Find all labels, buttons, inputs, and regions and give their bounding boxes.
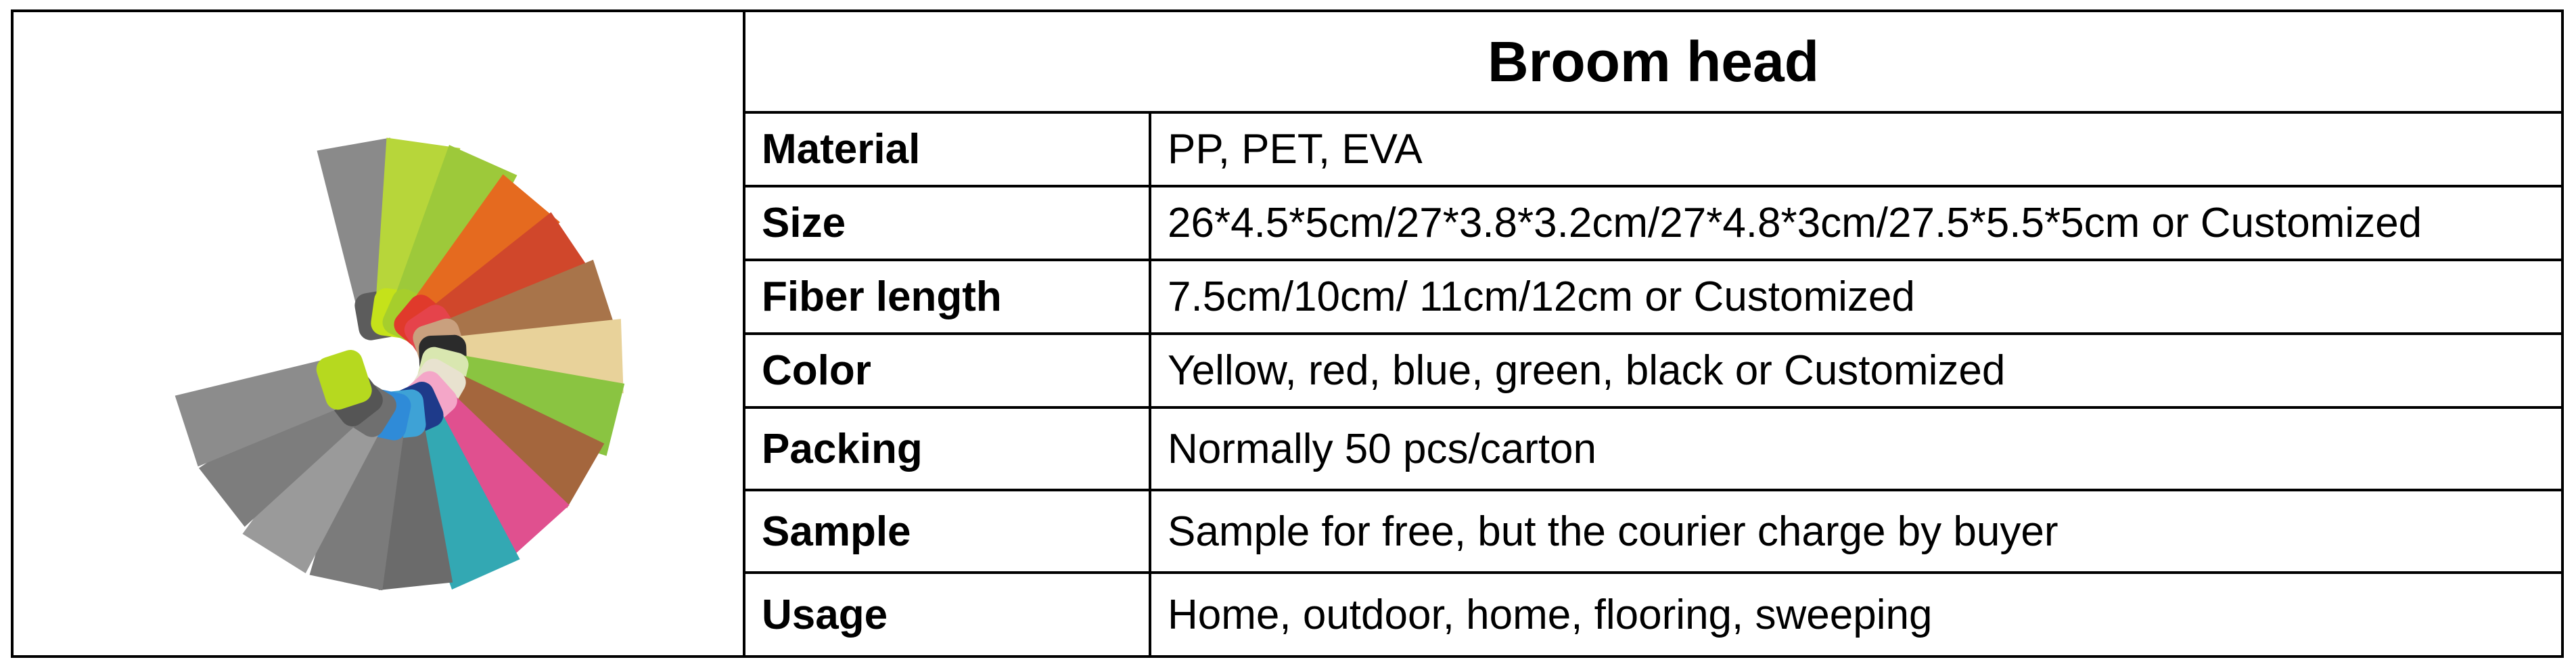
table-row bbox=[745, 187, 2561, 261]
row-value: 26*4.5*5cm/27*3.8*3.2cm/27*4.8*3cm/27.5*5.5*5cm or Customized bbox=[1168, 200, 2422, 246]
table-title: Broom head bbox=[745, 12, 2561, 114]
row-label: Material bbox=[745, 114, 1151, 185]
table-row bbox=[745, 491, 2561, 574]
row-label: Usage bbox=[745, 574, 1151, 655]
row-value: Normally 50 pcs/carton bbox=[1168, 425, 1597, 472]
table-row bbox=[745, 409, 2561, 491]
spec-sheet bbox=[11, 9, 2564, 658]
table-row bbox=[745, 574, 2561, 655]
row-value: PP, PET, EVA bbox=[1168, 126, 1423, 173]
row-value: Home, outdoor, home, flooring, sweeping bbox=[1168, 591, 1933, 638]
product-photo bbox=[14, 12, 745, 655]
table-row bbox=[745, 335, 2561, 409]
row-value: Yellow, red, blue, green, black or Customized bbox=[1168, 347, 2006, 394]
row-label: Fiber length bbox=[745, 261, 1151, 332]
spec-table bbox=[745, 12, 2561, 655]
table-row bbox=[745, 261, 2561, 335]
row-value: 7.5cm/10cm/ 11cm/12cm or Customized bbox=[1168, 273, 1915, 320]
row-value: Sample for free, but the courier charge by buyer bbox=[1168, 508, 2058, 555]
broom-heads-image bbox=[14, 12, 743, 655]
row-label: Size bbox=[745, 187, 1151, 259]
row-label: Packing bbox=[745, 409, 1151, 489]
row-label: Sample bbox=[745, 491, 1151, 571]
table-row bbox=[745, 114, 2561, 187]
row-label: Color bbox=[745, 335, 1151, 406]
